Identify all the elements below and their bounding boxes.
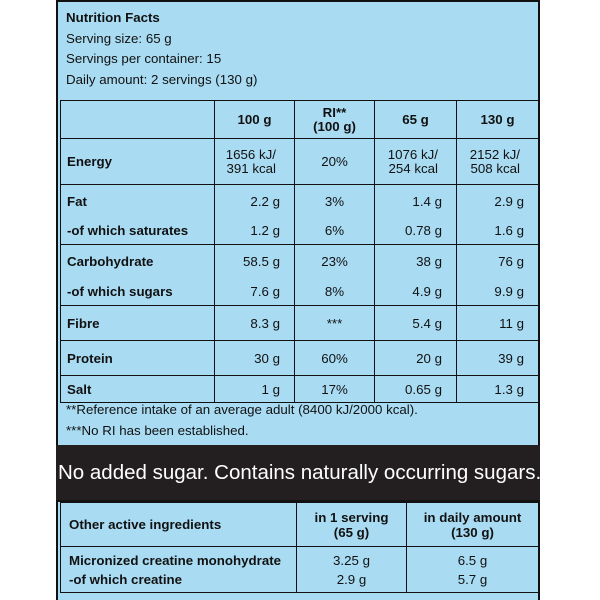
cell-ri: 3% bbox=[295, 185, 375, 218]
nutrition-table bbox=[60, 100, 539, 403]
cell-per130: 9.9 g bbox=[457, 278, 539, 306]
per-serving-values bbox=[297, 547, 407, 593]
row-label: Salt bbox=[61, 376, 215, 403]
column-header-per-serving bbox=[297, 503, 407, 547]
active-ingredients-table bbox=[60, 502, 539, 593]
cell-per130: 1.3 g bbox=[457, 376, 539, 403]
cell-per65: 38 g bbox=[375, 245, 457, 278]
column-header-100g: 100 g bbox=[215, 101, 295, 139]
cell-per65: 0.78 g bbox=[375, 218, 457, 245]
cell-per65-kj: 1076 kJ/ bbox=[387, 146, 438, 162]
table-row bbox=[61, 218, 539, 245]
ri-footnote: **Reference intake of an average adult (8400 kJ/2000 kcal). bbox=[66, 402, 418, 417]
cell-per130: 11 g bbox=[457, 306, 539, 341]
row-label: Fat bbox=[61, 185, 215, 218]
creatine-per-serving: 2.9 g bbox=[336, 571, 367, 587]
no-added-sugar-banner bbox=[56, 445, 540, 500]
column-header-per-serving-amount: (65 g) bbox=[333, 524, 370, 540]
ingredient-of-which-creatine: -of which creatine bbox=[69, 571, 183, 587]
serving-size: Serving size: 65 g bbox=[66, 30, 172, 46]
nutrition-title: Nutrition Facts bbox=[66, 10, 160, 25]
cell-per130 bbox=[457, 139, 539, 185]
cell-per130-kj: 2152 kJ/ bbox=[469, 146, 520, 162]
cell-per100: 2.2 g bbox=[215, 185, 295, 218]
table-row bbox=[61, 341, 539, 376]
daily-amount: Daily amount: 2 servings (130 g) bbox=[66, 71, 258, 87]
cell-ri: 8% bbox=[295, 278, 375, 306]
row-label: Carbohydrate bbox=[61, 245, 215, 278]
column-header-daily-amount-label: in daily amount bbox=[423, 509, 522, 525]
column-header-ri-basis: (100 g) bbox=[313, 118, 356, 134]
cell-per130: 39 g bbox=[457, 341, 539, 376]
servings-per-container: Servings per container: 15 bbox=[66, 51, 222, 66]
cell-per65: 0.65 g bbox=[375, 376, 457, 403]
table-row bbox=[61, 547, 539, 593]
table-row bbox=[61, 185, 539, 218]
table-row bbox=[61, 278, 539, 306]
cell-per65: 20 g bbox=[375, 341, 457, 376]
table-row bbox=[61, 376, 539, 403]
creatine-monohydrate-daily: 6.5 g bbox=[457, 552, 488, 568]
cell-per130: 2.9 g bbox=[457, 185, 539, 218]
table-row bbox=[61, 139, 539, 185]
daily-amount-values bbox=[407, 547, 539, 593]
cell-per100: 30 g bbox=[215, 341, 295, 376]
cell-per65: 5.4 g bbox=[375, 306, 457, 341]
active-ingredients-panel bbox=[56, 500, 540, 600]
cell-per65 bbox=[375, 139, 457, 185]
cell-ri: 20% bbox=[295, 139, 375, 185]
cell-per65: 1.4 g bbox=[375, 185, 457, 218]
cell-per100: 8.3 g bbox=[215, 306, 295, 341]
banner-text: No added sugar. Contains naturally occurring sugars. bbox=[58, 461, 542, 484]
table-row bbox=[61, 306, 539, 341]
cell-per100: 1.2 g bbox=[215, 218, 295, 245]
column-header-ri-label: RI** bbox=[322, 104, 347, 120]
column-header-daily-amount bbox=[407, 503, 539, 547]
creatine-daily: 5.7 g bbox=[457, 571, 488, 587]
row-label: Protein bbox=[61, 341, 215, 376]
row-label: -of which sugars bbox=[61, 278, 215, 306]
nutrition-facts-panel bbox=[56, 0, 540, 445]
cell-per100: 1 g bbox=[215, 376, 295, 403]
nutrition-header bbox=[66, 8, 257, 90]
table-row bbox=[61, 245, 539, 278]
cell-ri: 6% bbox=[295, 218, 375, 245]
cell-ri: 60% bbox=[295, 341, 375, 376]
cell-ri: *** bbox=[295, 306, 375, 341]
column-header-per-serving-label: in 1 serving bbox=[314, 509, 389, 525]
cell-per100-kj: 1656 kJ/ bbox=[225, 146, 276, 162]
cell-per130: 76 g bbox=[457, 245, 539, 278]
row-label: Energy bbox=[61, 139, 215, 185]
row-label: Fibre bbox=[61, 306, 215, 341]
cell-per100: 58.5 g bbox=[215, 245, 295, 278]
nutrition-table-header-row bbox=[61, 101, 539, 139]
active-table-header-row bbox=[61, 503, 539, 547]
column-header-ingredient: Other active ingredients bbox=[61, 503, 297, 547]
creatine-monohydrate-per-serving: 3.25 g bbox=[333, 552, 370, 568]
column-header-nutrient bbox=[61, 101, 215, 139]
cell-ri: 23% bbox=[295, 245, 375, 278]
cell-per65: 4.9 g bbox=[375, 278, 457, 306]
ingredient-creatine-monohydrate: Micronized creatine monohydrate bbox=[69, 552, 282, 568]
cell-per65-kcal: 254 kcal bbox=[388, 160, 438, 176]
cell-per100 bbox=[215, 139, 295, 185]
cell-per100-kcal: 391 kcal bbox=[226, 160, 276, 176]
no-ri-footnote: ***No RI has been established. bbox=[66, 422, 249, 438]
column-header-ri bbox=[295, 101, 375, 139]
footnotes bbox=[66, 400, 418, 441]
row-label: -of which saturates bbox=[61, 218, 215, 245]
column-header-130g: 130 g bbox=[457, 101, 539, 139]
cell-per100: 7.6 g bbox=[215, 278, 295, 306]
cell-per130-kcal: 508 kcal bbox=[470, 160, 520, 176]
cell-per130: 1.6 g bbox=[457, 218, 539, 245]
column-header-65g: 65 g bbox=[375, 101, 457, 139]
cell-ri: 17% bbox=[295, 376, 375, 403]
column-header-daily-amount-value: (130 g) bbox=[451, 524, 494, 540]
ingredient-labels bbox=[61, 547, 297, 593]
